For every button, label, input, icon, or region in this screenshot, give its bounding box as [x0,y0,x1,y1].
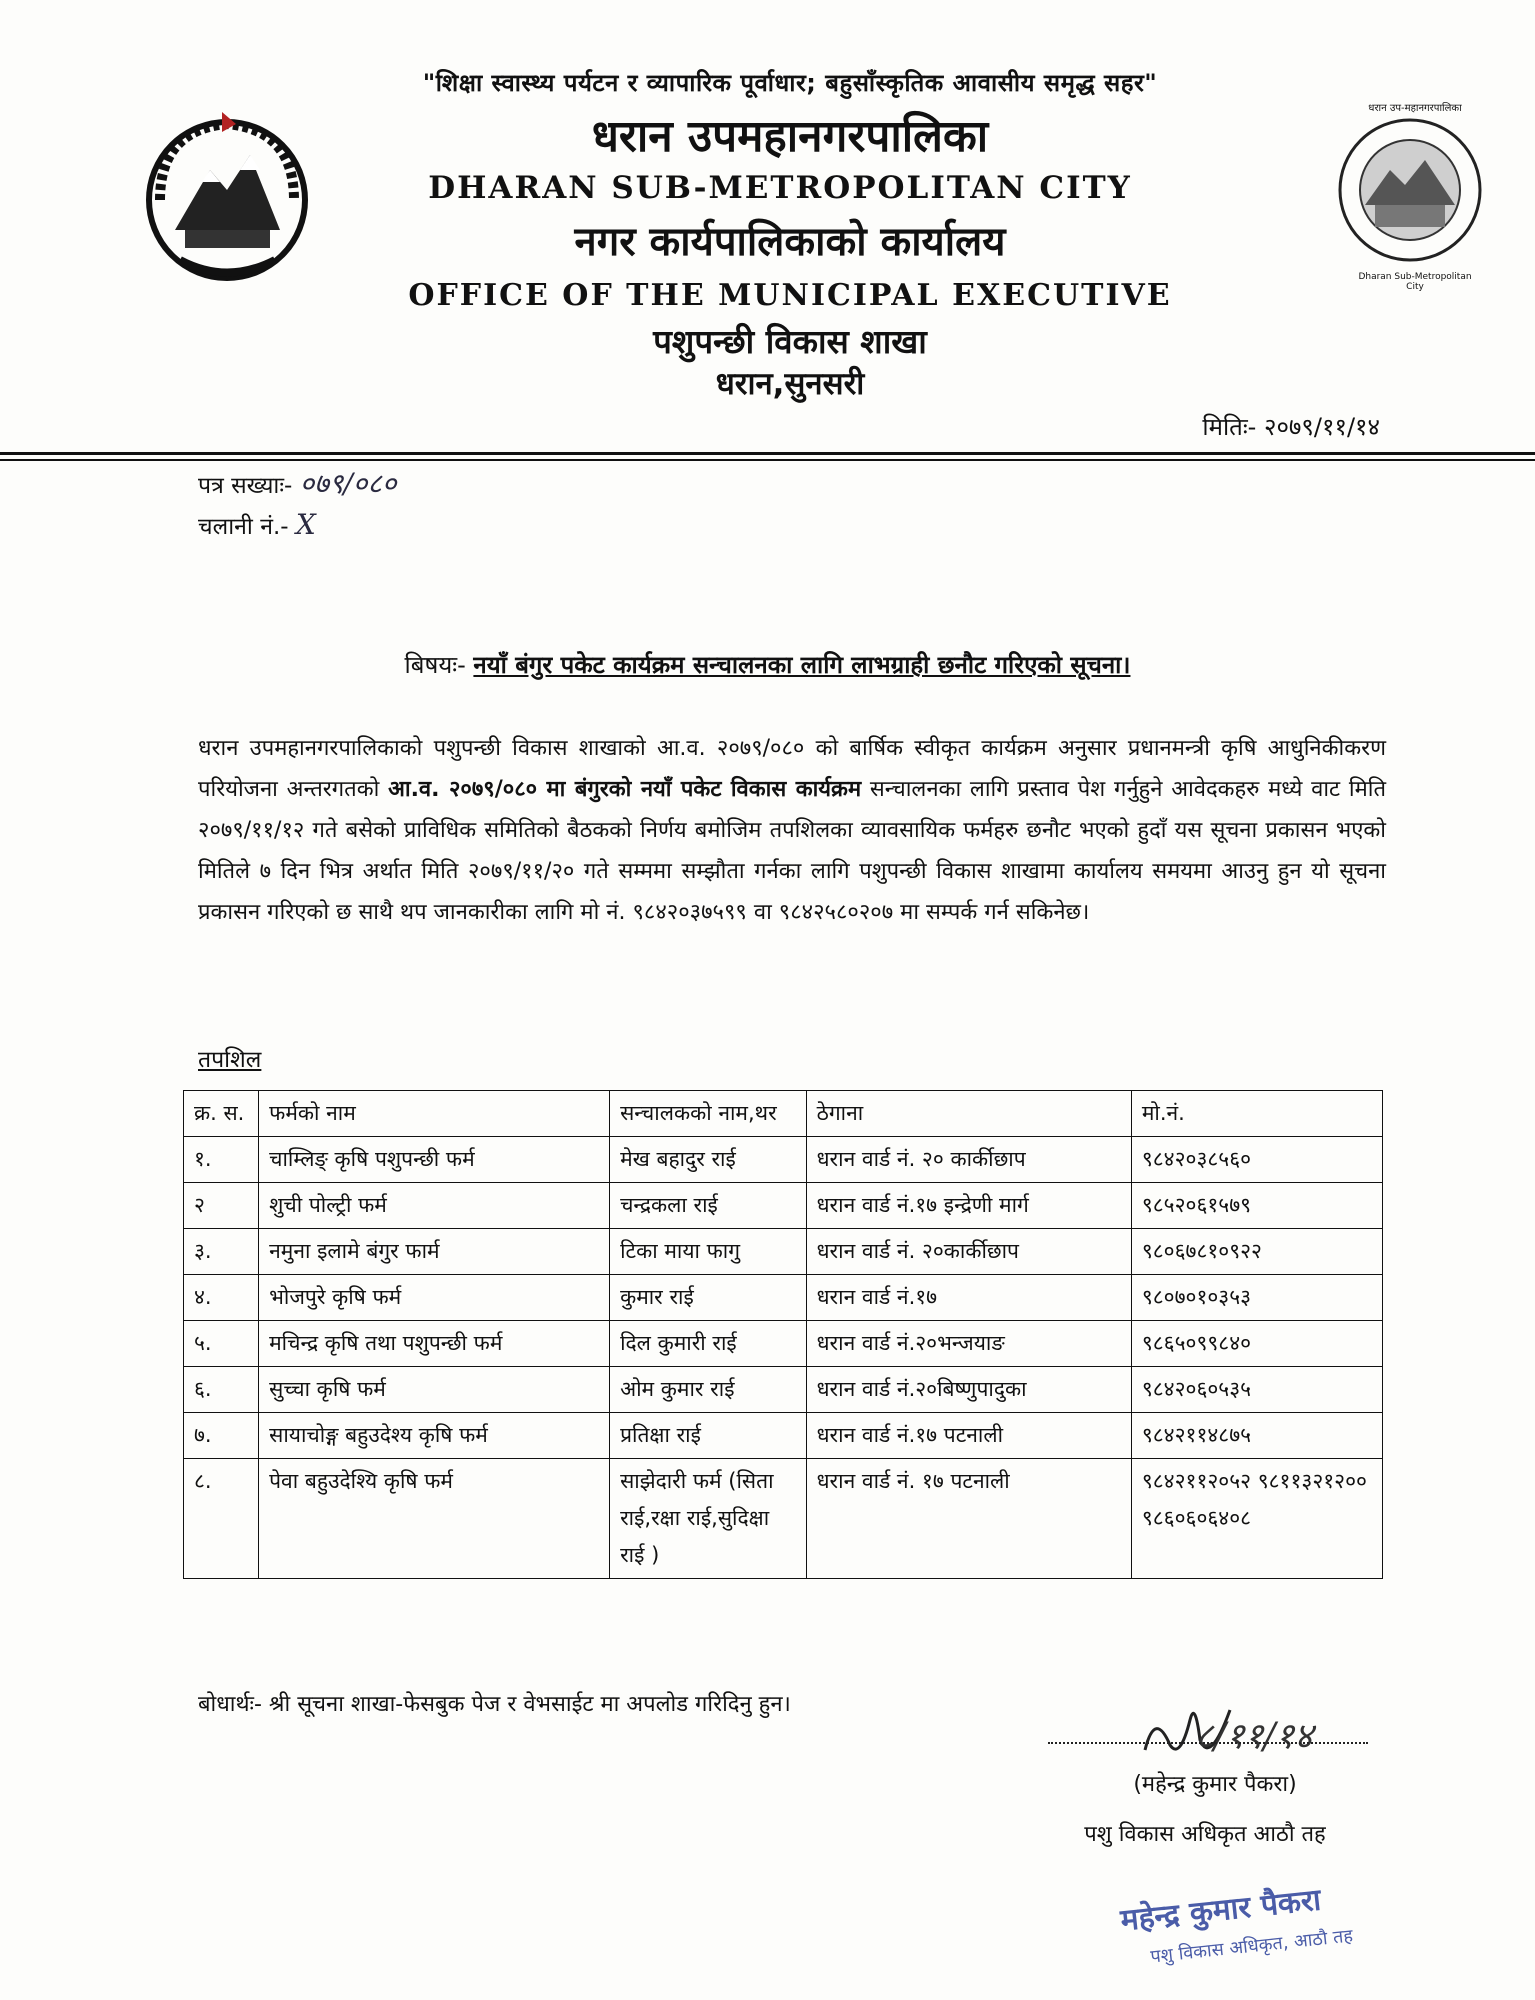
cell-address: धरान वार्ड नं.१७ पटनाली [806,1413,1131,1459]
table-row [184,1367,1383,1413]
table-row [184,1229,1383,1275]
cell-operator: मेख बहादुर राई [610,1137,807,1183]
table-row [184,1321,1383,1367]
header-farm-name: फर्मको नाम [259,1091,610,1137]
cell-serial: ८. [184,1459,259,1579]
seal-text-np: धरान उप-महानगरपालिका [1368,103,1462,114]
table-row [184,1459,1383,1579]
seal-text: Dharan Sub-Metropolitan City [1358,272,1472,292]
dispatch-number-label: चलानी नं.- [198,514,289,540]
subject-text: नयाँ बंगुर पकेट कार्यक्रम सन्चालनका लागि लाभग्राही छनौट गरिएको सूचना। [473,651,1131,679]
cell-operator: चन्द्रकला राई [610,1183,807,1229]
cell-serial: २ [184,1183,259,1229]
body-part-2: सन्चालनका लागि प्रस्ताव पेश गर्नुहुने आवेदकहरु मध्ये वाट मिति २०७९/११/१२ गते बसेको प्राविधिक समितिको बैठकको निर्णय बमोजिम तपशिलका व्यावसायिक फर्महरु छनौट भएको हुदाँ यस सूचना प्रकासन भएको मितिले ७ दिन भित्र अर्थात मिति २०७९/११/२० गते सम्ममा सम्झौता गर्नका लागि पशुपन्छी विकास शाखामा कार्यालय समयमा आउनु हुन यो सूचना प्रकासन गरिएको छ साथै थप जानकारीका लागि मो नं. ९८४२०३७५९९ वा ९८४२५८०२०७ मा सम्पर्क गर्न सकिनेछ। [198,777,1386,925]
stamp-title: पशु विकास अधिकृत, आठौ तह [1149,1925,1354,1968]
body-bold: आ.व. २०७९/०८० मा बंगुरको नयाँ पकेट विकास कार्यक्रम [388,777,862,802]
table-title: तपशिल [198,1047,262,1073]
letter-number-label: पत्र सख्याः- [198,473,293,499]
cell-mobile: ९८०७०१०३५३ [1131,1275,1382,1321]
signatory-name: (महेन्द्र कुमार पैकरा) [1133,1772,1297,1797]
executive-office-nepali: नगर कार्यपालिकाको कार्यालय [574,219,1006,265]
table-header-row [184,1091,1383,1137]
signature-number: ८/११/१४ [1195,1716,1313,1757]
office-address: धरान,सुनसरी [715,366,865,402]
cell-farm-name: सुच्चा कृषि फर्म [259,1367,610,1413]
header-operator-name: सन्चालकको नाम,थर [610,1091,807,1137]
cell-operator: साझेदारी फर्म (सिता राई,रक्षा राई,सुदिक्षा राई ) [610,1459,807,1579]
letter-date: मितिः- २०७९/११/१४ [1202,413,1380,441]
cell-operator: प्रतिक्षा राई [610,1413,807,1459]
table-row [184,1137,1383,1183]
signature-line [1048,1742,1368,1744]
cell-serial: ६. [184,1367,259,1413]
cell-operator: कुमार राई [610,1275,807,1321]
cell-mobile: ९८०६७८१०९२२ [1131,1229,1382,1275]
city-seal-icon [1335,115,1485,265]
cell-serial: ४. [184,1275,259,1321]
table-row [184,1275,1383,1321]
cell-mobile: ९८४२११४८७५ [1131,1413,1382,1459]
selected-farms-table [183,1090,1383,1579]
cell-address: धरान वार्ड नं.१७ इन्द्रेणी मार्ग [806,1183,1131,1229]
cell-mobile: ९८५२०६१५७९ [1131,1183,1382,1229]
cell-operator: टिका माया फागु [610,1229,807,1275]
cell-mobile: ९८६५०९९८४० [1131,1321,1382,1367]
table-row [184,1413,1383,1459]
header-divider-thin [0,459,1535,461]
cell-mobile: ९८४२०६०५३५ [1131,1367,1382,1413]
table-row [184,1183,1383,1229]
nepal-emblem-icon [140,110,315,285]
cell-serial: ३. [184,1229,259,1275]
branch-name: पशुपन्छी विकास शाखा [653,322,927,361]
header-divider [0,452,1535,455]
header-mobile: मो.नं. [1131,1091,1382,1137]
cell-serial: ७. [184,1413,259,1459]
header-address: ठेगाना [806,1091,1131,1137]
header-serial: क्र. स. [184,1091,259,1137]
cell-farm-name: पेवा बहुउदेश्यि कृषि फर्म [259,1459,610,1579]
signatory-title: पशु विकास अधिकृत आठौ तह [1084,1822,1326,1847]
cell-farm-name: शुची पोल्ट्री फर्म [259,1183,610,1229]
dispatch-number-value: X [295,508,316,541]
cell-farm-name: मचिन्द्र कृषि तथा पशुपन्छी फर्म [259,1321,610,1367]
office-name-nepali: धरान उपमहानगरपालिका [591,111,989,162]
subject-line [160,648,1375,681]
cell-address: धरान वार्ड नं. १७ पटनाली [806,1459,1131,1579]
slogan: "शिक्षा स्वास्थ्य पर्यटन र व्यापारिक पूर्वाधार; बहुसाँस्कृतिक आवासीय समृद्ध सहर" [422,69,1158,97]
dispatch-number-row [198,508,316,541]
office-name-english: DHARAN SUB-METROPOLITAN CITY [428,170,1132,206]
cell-mobile: ९८४२०३८५६० [1131,1137,1382,1183]
body-part-1: धरान उपमहानगरपालिकाको पशुपन्छी विकास शाखाको आ.व. २०७९/०८० को बार्षिक स्वीकृत कार्यक्रम अनुसार प्रधानमन्त्री कृषि आधुनिकीकरण परियोजना अन्तरगतको [198,736,1386,802]
letter-number-value: ०७९/०८० [299,467,397,500]
cell-serial: १. [184,1137,259,1183]
cell-operator: ओम कुमार राई [610,1367,807,1413]
cell-farm-name: भोजपुरे कृषि फर्म [259,1275,610,1321]
cell-address: धरान वार्ड नं.१७ [806,1275,1131,1321]
cell-serial: ५. [184,1321,259,1367]
executive-office-english: OFFICE OF THE MUNICIPAL EXECUTIVE [408,278,1172,313]
cell-address: धरान वार्ड नं.२०भन्जयाङ [806,1321,1131,1367]
copy-to-note: बोधार्थः- श्री सूचना शाखा-फेसबुक पेज र वेभसाईट मा अपलोड गरिदिनु हुन। [198,1692,791,1717]
subject-label: बिषयः- [404,651,466,679]
stamp-name: महेन्द्र कुमार पैकरा [1118,1882,1323,1939]
cell-operator: दिल कुमारी राई [610,1321,807,1367]
cell-farm-name: सायाचोङ्ग बहुउदेश्य कृषि फर्म [259,1413,610,1459]
cell-address: धरान वार्ड नं. २० कार्कीछाप [806,1137,1131,1183]
cell-address: धरान वार्ड नं.२०बिष्णुपादुका [806,1367,1131,1413]
cell-address: धरान वार्ड नं. २०कार्कीछाप [806,1229,1131,1275]
cell-farm-name: नमुना इलामे बंगुर फार्म [259,1229,610,1275]
cell-farm-name: चाम्लिङ् कृषि पशुपन्छी फर्म [259,1137,610,1183]
letter-number-row [198,464,396,502]
cell-mobile: ९८४२११२०५२ ९८११३२१२०० ९८६०६०६४०८ [1131,1459,1382,1579]
body-paragraph [198,728,1386,933]
